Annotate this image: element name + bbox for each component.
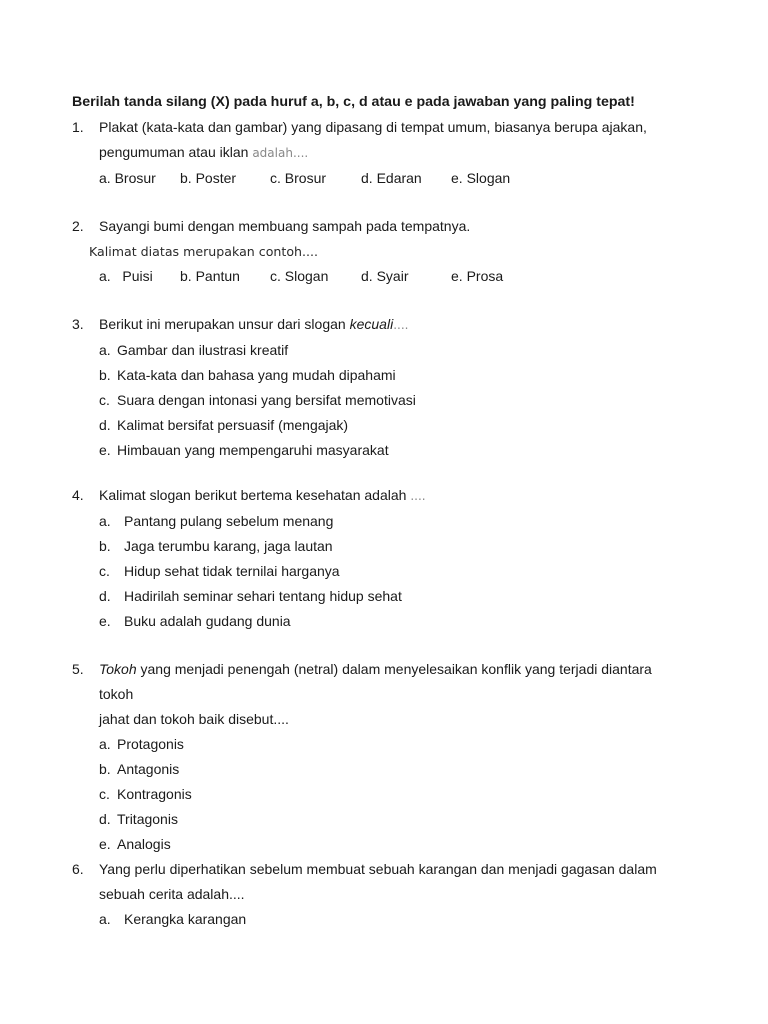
option-c[interactable]: c. Brosur xyxy=(270,170,327,186)
question-line-text: Kalimat slogan berikut bertema kesehatan adalah xyxy=(99,487,407,503)
question-text xyxy=(99,312,677,338)
question-line-text: yang menjadi penengah (netral) dalam menyelesaikan konflik yang terjadi diantara tokoh xyxy=(99,661,652,702)
option-c[interactable]: c. Hidup sehat tidak ternilai harganya xyxy=(99,563,340,579)
question-line-text: Berikut ini merupakan unsur dari slogan xyxy=(99,316,346,332)
instruction-heading: Berilah tanda silang (X) pada huruf a, b, c, d atau e pada jawaban yang paling tepat! xyxy=(72,94,635,110)
question-number: 6. xyxy=(72,861,84,877)
question-number: 3. xyxy=(72,316,84,332)
option-d[interactable]: d. Syair xyxy=(361,268,409,284)
options-row xyxy=(99,166,692,191)
option-d[interactable]: d. Edaran xyxy=(361,170,422,186)
option-e[interactable]: e. Slogan xyxy=(451,170,511,186)
question-number: 5. xyxy=(72,661,84,677)
option-d[interactable]: d. Tritagonis xyxy=(99,811,178,827)
question-4 xyxy=(72,483,692,634)
options-list xyxy=(99,907,692,932)
option-b[interactable]: b. Pantun xyxy=(180,268,240,284)
option-b[interactable]: b. Kata-kata dan bahasa yang mudah dipahami xyxy=(99,367,396,383)
option-a[interactable]: a. Gambar dan ilustrasi kreatif xyxy=(99,342,289,358)
question-line: Yang perlu diperhatikan sebelum membuat sebuah karangan dan menjadi gagasan dalam xyxy=(99,861,657,877)
option-e[interactable]: e. Himbauan yang mempengaruhi masyarakat xyxy=(99,442,389,458)
option-d[interactable]: d. Hadirilah seminar sehari tentang hidup sehat xyxy=(99,588,402,604)
question-number: 4. xyxy=(72,487,84,503)
option-b[interactable]: b. Jaga terumbu karang, jaga lautan xyxy=(99,538,333,554)
option-a[interactable]: a. Pantang pulang sebelum menang xyxy=(99,513,334,529)
option-b[interactable]: b. Poster xyxy=(180,170,237,186)
question-line-tail: adalah.... xyxy=(252,146,309,160)
option-e[interactable]: e. Buku adalah gudang dunia xyxy=(99,613,291,629)
question-text: Sayangi bumi dengan membuang sampah pada tempatnya. xyxy=(99,218,471,234)
option-a[interactable]: a. Brosur xyxy=(99,170,156,186)
option-a[interactable]: a. Protagonis xyxy=(99,736,184,752)
question-3 xyxy=(72,312,692,463)
question-text xyxy=(99,857,677,907)
question-line-text: pengumuman atau iklan xyxy=(99,144,249,160)
question-number: 1. xyxy=(72,119,84,135)
question-note: Kalimat diatas merupakan contoh.... xyxy=(89,244,319,259)
question-number: 2. xyxy=(72,218,84,234)
question-line: Plakat (kata-kata dan gambar) yang dipasang di tempat umum, biasanya berupa ajakan, xyxy=(99,119,647,135)
option-c[interactable]: c. Suara dengan intonasi yang bersifat memotivasi xyxy=(99,392,416,408)
question-1 xyxy=(72,115,692,191)
question-emphasis: Tokoh xyxy=(99,661,137,677)
question-5 xyxy=(72,657,692,857)
question-line-2: jahat dan tokoh baik disebut.... xyxy=(99,711,289,727)
option-a[interactable]: a. Puisi xyxy=(99,268,153,284)
option-a[interactable]: a. Kerangka karangan xyxy=(99,911,247,927)
option-e[interactable]: e. Analogis xyxy=(99,836,171,852)
option-e[interactable]: e. Prosa xyxy=(451,268,504,284)
options-list xyxy=(99,509,692,634)
question-2 xyxy=(72,214,692,289)
question-line-2: sebuah cerita adalah.... xyxy=(99,886,245,902)
options-row xyxy=(99,264,692,289)
question-6 xyxy=(72,857,692,932)
option-c[interactable]: c. Slogan xyxy=(270,268,329,284)
option-b[interactable]: b. Antagonis xyxy=(99,761,180,777)
question-line-tail: .... xyxy=(410,489,426,503)
question-line-2 xyxy=(99,140,677,166)
options-list xyxy=(99,732,692,857)
question-text xyxy=(99,115,677,166)
option-d[interactable]: d. Kalimat bersifat persuasif (mengajak) xyxy=(99,417,349,433)
question-line xyxy=(99,657,677,707)
question-emphasis: kecuali xyxy=(349,316,394,332)
option-c[interactable]: c. Kontragonis xyxy=(99,786,192,802)
question-text xyxy=(99,483,677,509)
question-line-tail: .... xyxy=(393,318,409,332)
options-list xyxy=(99,338,692,463)
question-text xyxy=(99,657,677,732)
